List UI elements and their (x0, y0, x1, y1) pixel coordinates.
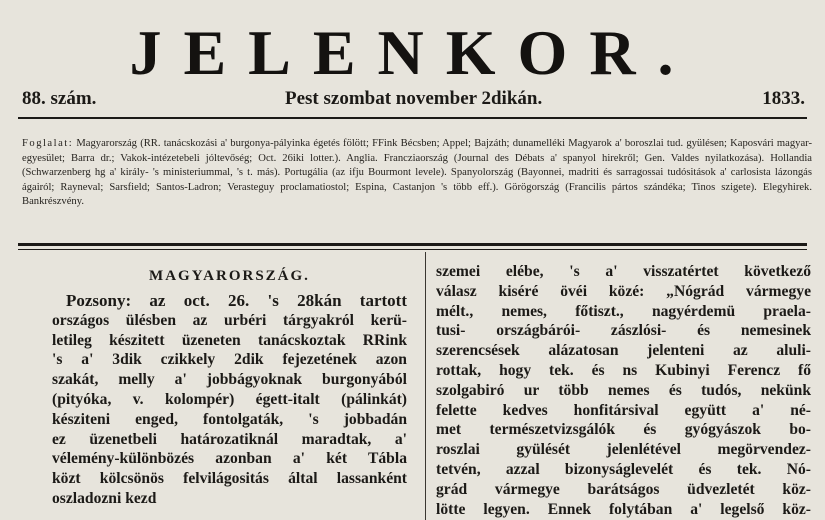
section-heading: MAGYARORSZÁG. (149, 268, 310, 284)
article-line: szolgabiró ur több nemes és tudós, nekünk (436, 381, 811, 399)
article-line: felette kedves honfitársival együtt a' né- (436, 401, 811, 419)
article-line: Pozsony: az oct. 26. 's 28kán tartott (66, 291, 407, 310)
right-column (436, 262, 811, 519)
article-line: roszlai gyülését jelenlétével megörvendez- (436, 441, 811, 459)
article-line: tetvén, azzal bizonyságlevelét és tek. Nó- (436, 460, 811, 478)
issue-line (22, 88, 805, 112)
article-line: szemei elébe, 's a' visszatértet következő (436, 263, 811, 280)
article-line: tusi- országbárói- zászlósi- és nemesinek (436, 322, 811, 340)
article-line: met természetvizsgálók és gyógyászok bo- (436, 421, 811, 439)
article-line: ez üzenetbeli határozatiknál maradtak, a' (52, 430, 407, 448)
contents-text: Magyarország (RR. tanácskozási a' burgonya-pályinka égetés fölött; FFink Bécsben; Appel; Bajzáth; dunamelléki Magyarok a' boroszlai tud. gyülésen; Kaposvári magyar-egyesület; Barra dr.; Vakok-intézetebeli jóltevőség; Oct. 26iki lotter.). Anglia. Francziaország (Journal des Débats a' spanyol hirekről; Gen. Valdes nyilatkozása). Hollandia (Schwarzenberg hg a' király- 's ministeriummal, 's t. más). Portugália (az ifju Bourmont levele). Spanyolország (Bayonnei, madriti és sarragossai tudósitások a' carlosista lázongás ágairól; Rayneval; Sarsfield; Santos-Ladron; Verasteguy proclamatiostol; Espina, Castanjon 's több eff.). Görögország (Francilis pártos szándéka; Tinos szigete). Elegyhirek. Bankrészvény. (22, 138, 812, 207)
article-line: (pityóka, v. kolompér) égett-italt (pálinkát) (52, 390, 407, 408)
article-line: letileg készitett üzeneten tanácskoztak RRink (52, 331, 407, 349)
newspaper-masthead: JELENKOR. (129, 17, 696, 88)
article-line: késziteni enged, fontolgaták, 's jobbadán (52, 410, 407, 428)
article-line: 's a' 3dik czikkely 2dik fejezetének azon (52, 351, 407, 369)
issue-place-date: Pest szombat november 2dikán. (285, 88, 543, 109)
header-rule (18, 117, 807, 119)
contents-rule-thin (18, 249, 807, 250)
article-line: lötte legyen. Ennek folytában a' legelső köz- (436, 500, 811, 518)
left-column (52, 262, 407, 509)
issue-number: 88. szám. (22, 88, 97, 109)
article-line: közt kölcsönös felvilágositás által lassanként (52, 470, 407, 488)
article-line: oszladozni kezd (52, 489, 157, 507)
article-line: rottak, hogy tek. és ns Kubinyi Ferencz fő (436, 361, 811, 379)
contents-summary (22, 137, 812, 210)
contents-label: Foglalat: (22, 138, 74, 149)
article-line: országos ülésben az urbéri tárgyakról kerü- (52, 311, 407, 329)
article-line: mélt., nemes, főtiszt., nagyérdemü praela- (436, 302, 811, 320)
article-line: grád vármegye barátságos üdvezletét köz- (436, 480, 811, 498)
article-line: szakát, melly a' jobbágyoknak burgonyából (52, 371, 407, 389)
article-line: vélemény-különbözés azonban a' két Tábla (52, 450, 407, 468)
issue-year: 1833. (762, 88, 805, 109)
article-line: szerencsések alázatosan jelenteni az aluli- (436, 342, 811, 360)
article-line: válasz kiséré övéi közé: „Nógrád vármegye (436, 282, 811, 300)
column-divider (425, 252, 426, 520)
contents-rule-thick (18, 243, 807, 246)
